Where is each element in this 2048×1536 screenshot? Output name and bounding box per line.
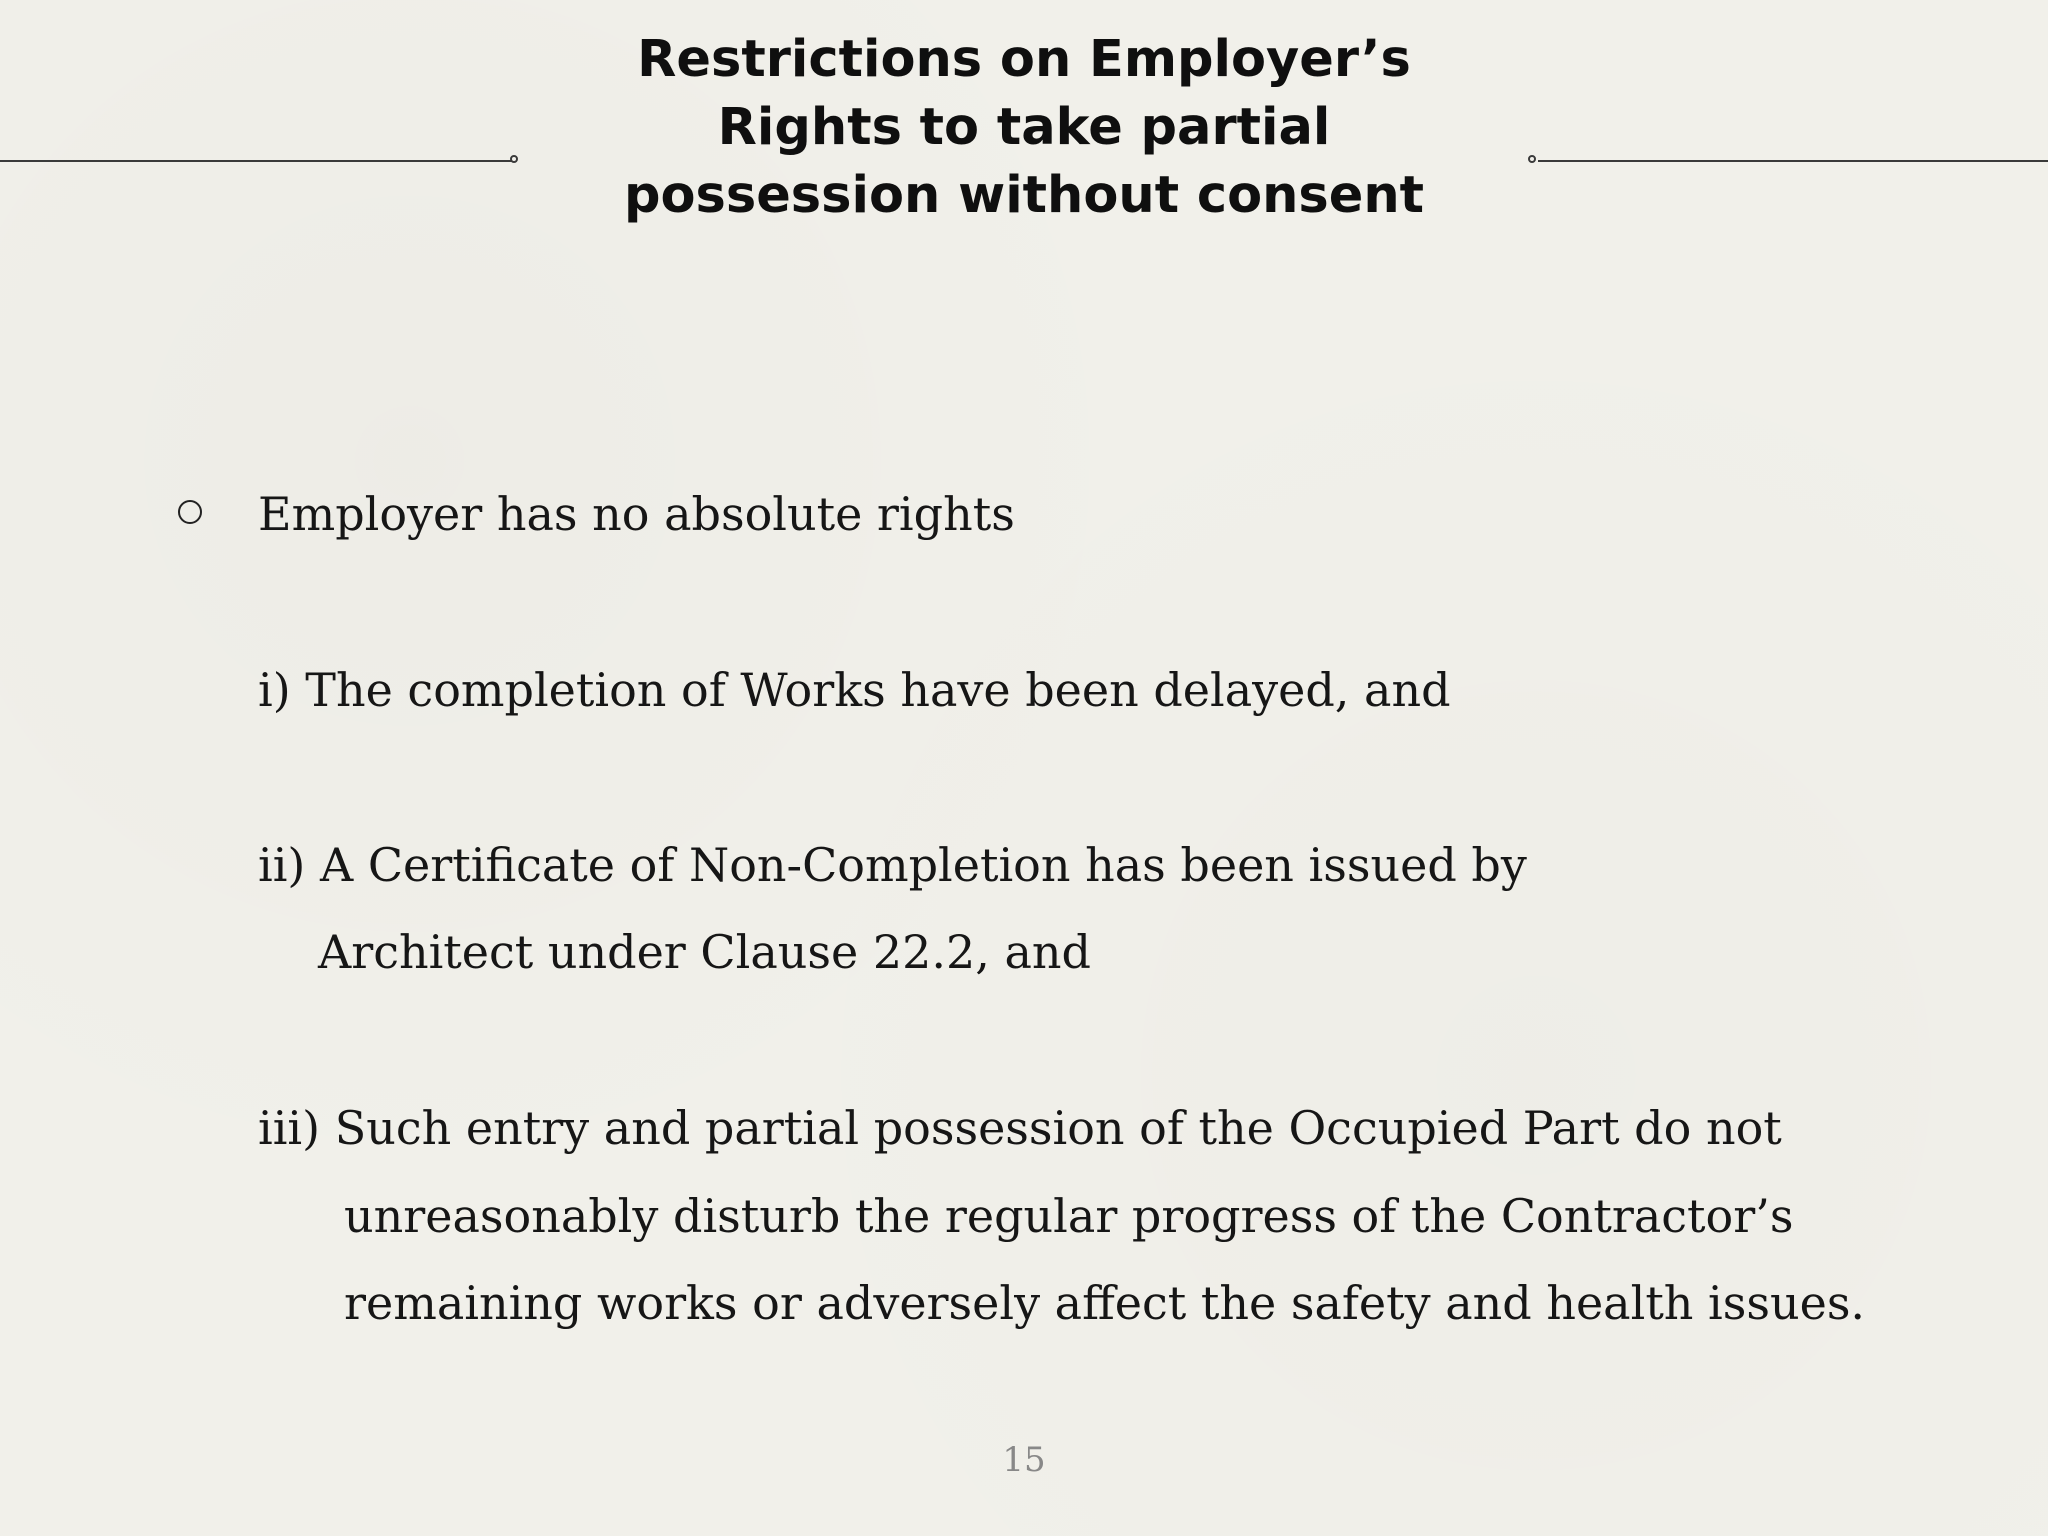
slide-title: Restrictions on Employer’s Rights to take partial possession without consent xyxy=(623,30,1425,225)
bullet-text: Employer has no absolute rights xyxy=(258,487,1015,541)
page-number: 15 xyxy=(1002,1440,1046,1480)
item-iii-text-line1: iii) Such entry and partial possession of the Occupied Part do not xyxy=(258,1101,1782,1155)
item-ii-text-line2: Architect under Clause 22.2, and xyxy=(318,925,1091,979)
item-ii-text-line1: ii) A Certificate of Non-Completion has been issued by xyxy=(258,838,1527,892)
item-i-text: i) The completion of Works have been delayed, and xyxy=(258,663,1451,717)
hollow-circle-bullet-icon xyxy=(178,500,202,524)
item-iii-text-line2: unreasonably disturb the regular progress of the Contractor’s xyxy=(344,1189,1794,1243)
item-iii-text-line3: remaining works or adversely affect the safety and health issues. xyxy=(344,1276,1866,1330)
